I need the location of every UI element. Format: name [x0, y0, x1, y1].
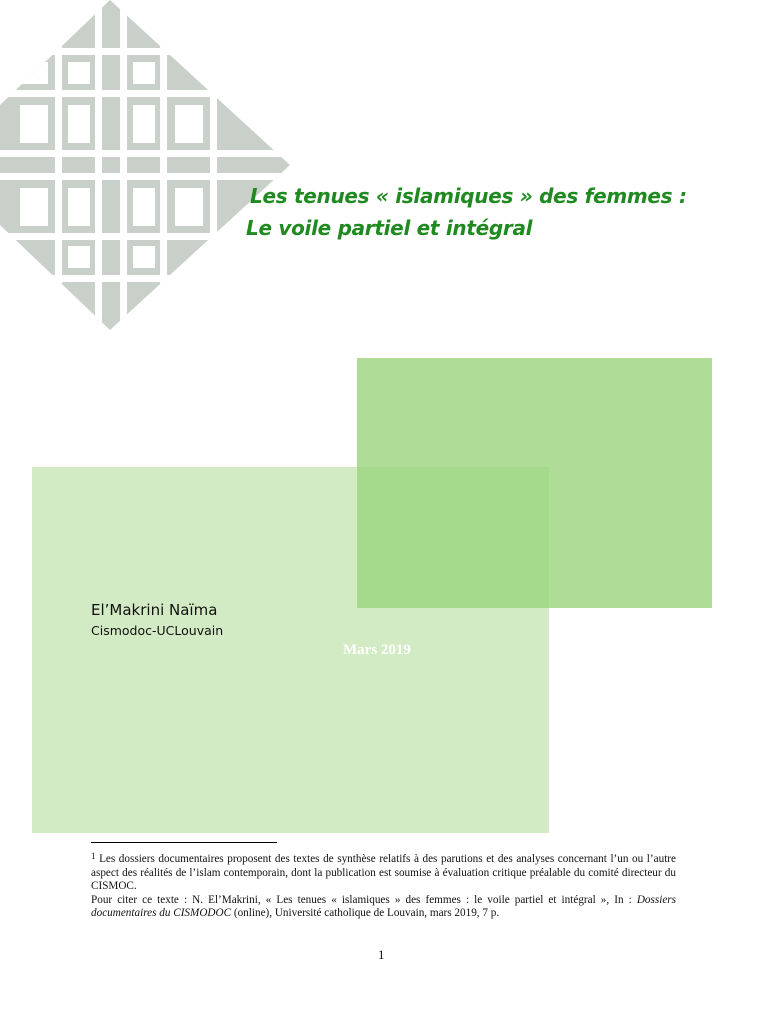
- footnote-description: [91, 850, 676, 894]
- citation-series: Dossiers documentaires du CISMODOC: [91, 893, 676, 919]
- page-number: 1: [378, 947, 385, 962]
- footnote-text: Les dossiers documentaires proposent des textes de synthèse relatifs à des parutions et des analyses concernant l’un ou l’autre aspect des réalités de l’islam contemporain, dont la publication est soumise à évaluation critique préalable du comité directeur du CISMOC.: [91, 853, 676, 892]
- author-affiliation: Cismodoc-UCLouvain: [91, 623, 224, 638]
- footnote-citation: [91, 894, 676, 921]
- publication-date: Mars 2019: [343, 642, 411, 658]
- footnote-marker: 1: [91, 851, 96, 861]
- author-name: El’Makrini Naïma: [91, 601, 218, 619]
- cismoc-logo-icon: [0, 0, 290, 330]
- citation-suffix: (online), Université catholique de Louvain, mars 2019, 7 p.: [231, 907, 500, 919]
- title-line-1: Les tenues « islamiques » des femmes :: [250, 184, 687, 208]
- title-line-2: Le voile partiel et intégral: [246, 216, 533, 240]
- citation-prefix: Pour citer ce texte : N. El’Makrini, « Les tenues « islamiques » des femmes : le voile partiel et intégral », In :: [91, 893, 637, 906]
- footnote-separator: [91, 842, 277, 843]
- document-title: [246, 180, 746, 244]
- footnote: [91, 850, 676, 921]
- decorative-box-mid: [357, 358, 712, 608]
